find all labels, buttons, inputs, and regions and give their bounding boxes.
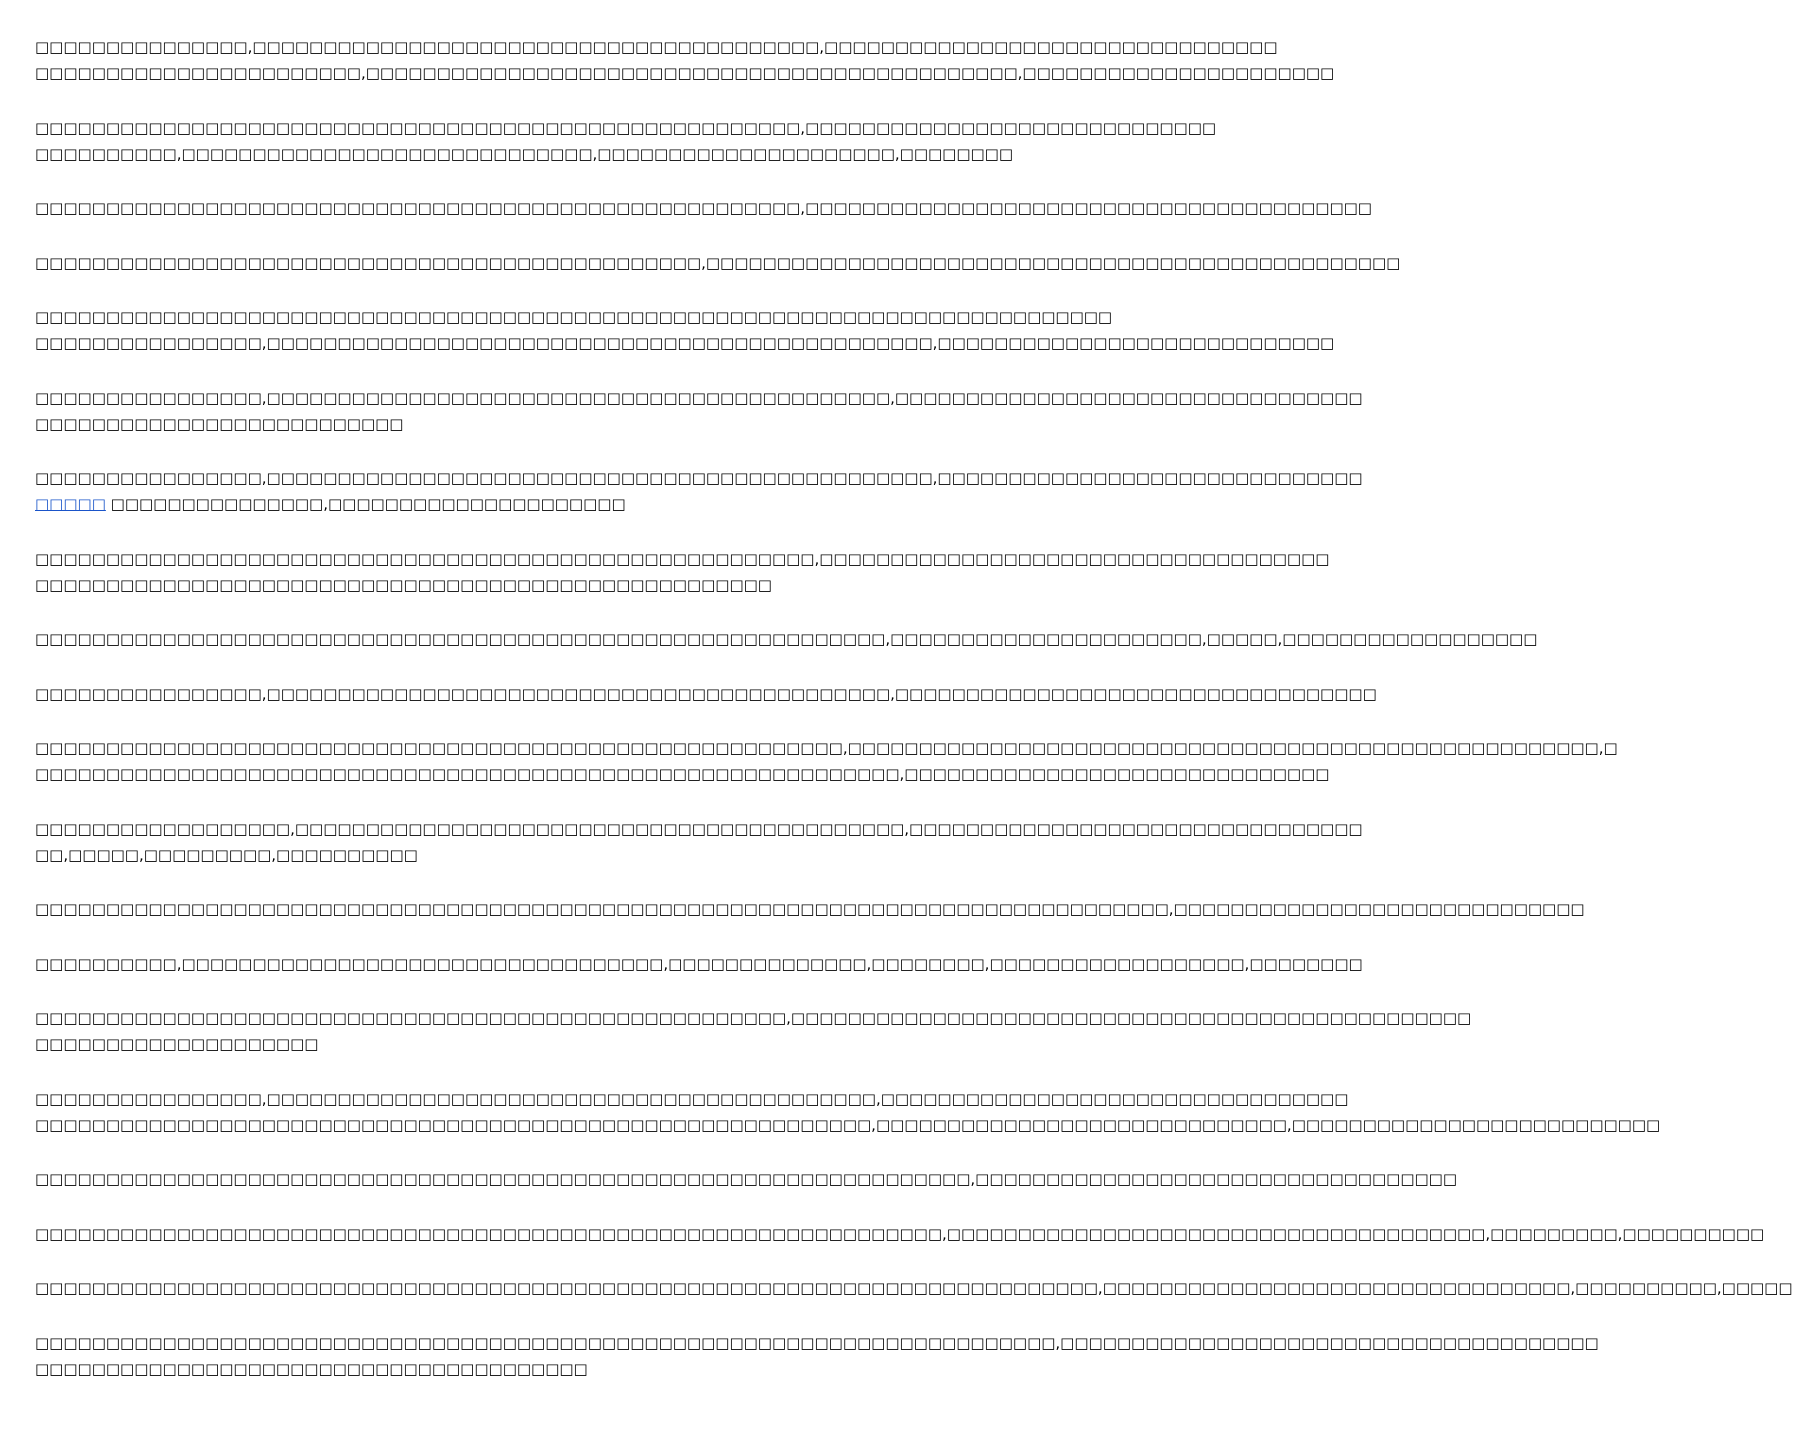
text-line: [35, 411, 990, 437]
line-text: □□□□□□□□□□□□□□□□□□□□□□□□□□□□□□□□□□□□□□□: [35, 1359, 588, 1378]
paragraph: [35, 1166, 1458, 1192]
line-text: □□□□□□□□□□□□□□□□□□□□□□□□□□□□□□□□□□□□□□□□□□□□□□□□□□□□□□□,□□□□□□□□□□□□□□□□□□□□□□□□□□□□□□□□□□□□: [35, 549, 1330, 568]
text-line: [35, 572, 990, 598]
paragraph: [35, 385, 1363, 437]
line-text: □□□□□□□□□□□□□□□□□□□□□□□□□□□□□□□□□□□□□□□□□□□□□□□□□□□□□□□□□□□□□□□□□□□□□□□□□□□,□□□□□□□□□□□□□□□□□□□□□□□□□□□□□□□□□,□□□□□□□□□□,□□□□□: [35, 1279, 1793, 1297]
line-text: □□□□□□□□□□□□□□□□□□□□□□□□□□□□□□□□□□□□□□□□□□□□□□□□□□□□□□□□□□□□□□□□□□□□□□□□,□□□□□□□□□□□□□□□□□□□□□□□□□□□□□□□□□□□□□□: [35, 1333, 1599, 1352]
paragraph: [35, 626, 1538, 652]
text-line: [35, 626, 1538, 652]
text-line: [35, 60, 1335, 86]
text-line: [35, 34, 1278, 60]
line-text: □□□□□□□□□□□□□□□□□□□□□□□□□□□□□□□□□□□□□□□□□□□□□□□□□□□□□□□□□□□□□,□□□□□□□□□□□□□□□□□□□□□□□□□□□□□□: [35, 765, 1330, 783]
text-line: [35, 491, 990, 517]
line-text: □□□□□□□□□□□□□□□□□□□□□□□□□□□□□□□□□□□□□□□□□□□□□□□□□□□□□□,□□□□□□□□□□□□□□□□□□□□□□□□□□□□□: [35, 118, 1217, 137]
line-text: □□□□□□□□□□□□□□□□,□□□□□□□□□□□□□□□□□□□□□□□□□□□□□□□□□□□□□□□□□□□□,□□□□□□□□□□□□□□□□□□□□□□□□□□□□□□□□□□: [35, 684, 1377, 703]
text-line: [35, 304, 1113, 330]
text-line: [35, 1031, 990, 1057]
text-line: [35, 465, 1363, 491]
line-text: □□□□□□□□□□□□□□□□□□□□□□□□□□□□□□□□□□□□□□□□□□□□□□□□□□□□□□□□□□□□□□□□□□□□□□□□□□□□: [35, 308, 1113, 326]
paragraph: [35, 1275, 1793, 1301]
paragraph: [35, 1086, 1661, 1138]
text-line: [35, 1356, 990, 1382]
line-text: □□□□□□□□□□□□□□□,□□□□□□□□□□□□□□□□□□□□□□□□□□□□□□□□□□□□□□□□,□□□□□□□□□□□□□□□□□□□□□□□□□□□□□□□□: [35, 38, 1278, 56]
paragraph: [35, 1330, 1599, 1382]
line-text: □□□□□□□□□□□□□□□□□□□□□□□□□□: [35, 414, 404, 433]
text-line: [35, 735, 1618, 761]
text-line: [35, 330, 1335, 356]
paragraph: [35, 195, 1372, 221]
line-text: □□,□□□□□,□□□□□□□□□,□□□□□□□□□□: [35, 845, 418, 864]
line-text: □□□□□□□□□□□□□□□□□□□□□□□□□□□□□□□□□□□□□□□□□□□□□□□□□□□□□□□□□□□□,□□□□□□□□□□□□□□□□□□□□□□,□□□□□,□□□□□□□□□□□□□□□□□□: [35, 630, 1538, 648]
line-text: □□□□□□□□□□□□□□□□□□□□□□□□□□□□□□□□□□□□□□□□□□□□□□□□□□□□□□,□□□□□□□□□□□□□□□□□□□□□□□□□□□□□□□□□□□□□□□□: [35, 199, 1372, 217]
line-text: □□□□□□□□□□□□□□□□□□□□□□□□□□□□□□□□□□□□□□□□□□□□□□□□□□□□□□□□□,□□□□□□□□□□□□□□□□□□□□□□□□□□□□□□□□□□□□□□□□□□□□□□□□□□□□□,□: [35, 739, 1618, 757]
line-text: □□□□□□□□□□□□□□□□□□□□□□□□□□□□□□□□□□□□□□□□□□□□□□□□□□□□□□□□□□□□□□□□,□□□□□□□□□□□□□□□□□□□□□□□□□□□□□□□□□□□□□□,□□□□□□□□□,□□□□□□□□□□: [35, 1224, 1765, 1243]
paragraph: [35, 1221, 1765, 1247]
line-text: □□□□□□□□□□□□□□□□□□□□□□□,□□□□□□□□□□□□□□□□□□□□□□□□□□□□□□□□□□□□□□□□□□□□□□,□□□□□□□□□□□□□□□□□□□□□□: [35, 64, 1335, 82]
text-line: [35, 951, 1363, 977]
text-line: [35, 195, 1372, 221]
line-text: □□□□□□□□□□□□□□□□□□□□□□□□□□□□□□□□□□□□□□□□□□□□□□□□□□□□□,□□□□□□□□□□□□□□□□□□□□□□□□□□□□□□□□□□□□□□□□□□□□□□□□: [35, 1009, 1472, 1027]
text-line: [35, 681, 1377, 707]
text-line: [35, 1166, 1458, 1192]
text-line: [35, 1330, 1599, 1356]
line-text: □□□□□□□□□□□□□□□□□□□□□□□□□□□□□□□□□□□□□□□□□□□□□□□□□□□□□□□□□□□,□□□□□□□□□□□□□□□□□□□□□□□□□□□□□,□□□□□□□□□□□□□□□□□□□□□□□□□□: [35, 1115, 1661, 1134]
text-line: [35, 1112, 1661, 1138]
line-text: □□□□□□□□□□□□□□□□□□□□□□□□□□□□□□□□□□□□□□□□□□□□□□□□□□□□: [35, 575, 772, 594]
paragraph: [35, 304, 1335, 356]
text-line: [35, 141, 1014, 167]
paragraph: [35, 34, 1335, 86]
paragraph: [35, 546, 1330, 598]
paragraph: [35, 115, 1217, 167]
text-line: [35, 115, 1217, 141]
inline-link[interactable]: □□□□□: [35, 495, 106, 513]
line-text: □□□□□□□□□□□□□□□,□□□□□□□□□□□□□□□□□□□□□: [105, 495, 626, 513]
paragraph: [35, 1005, 1472, 1057]
line-text: □□□□□□□□□□□□□□□□□□□□□□□□□□□□□□□□□□□□□□□□□□□□□□□,□□□□□□□□□□□□□□□□□□□□□□□□□□□□□□□□□□□□□□□□□□□□□□□□□: [35, 253, 1401, 272]
line-text: □□□□□□□□□□□□□□□□□□□□□□□□□□□□□□□□□□□□□□□□□□□□□□□□□□□□□□□□□□□□□□□□□□□□□□□□□□□□□□□□,□□□□□□□□□□□□□□□□□□□□□□□□□□□□□: [35, 900, 1585, 918]
text-line: [35, 385, 1363, 411]
document-body: [35, 34, 1793, 1410]
line-text: □□□□□□□□□□□□□□□□,□□□□□□□□□□□□□□□□□□□□□□□□□□□□□□□□□□□□□□□□□□□□,□□□□□□□□□□□□□□□□□□□□□□□□□□□□□□□□□: [35, 388, 1363, 407]
line-text: □□□□□□□□□□□□□□□□□□□□: [35, 1035, 319, 1053]
text-line: [35, 761, 1330, 787]
text-line: [35, 896, 1585, 922]
text-line: [35, 546, 1330, 572]
line-text: □□□□□□□□□□,□□□□□□□□□□□□□□□□□□□□□□□□□□□□□□□□□□,□□□□□□□□□□□□□□,□□□□□□□□,□□□□□□□□□□□□□□□□□□,□□□□□□□□: [35, 954, 1363, 973]
paragraph: [35, 816, 1363, 868]
line-text: □□□□□□□□□□□□□□□□,□□□□□□□□□□□□□□□□□□□□□□□□□□□□□□□□□□□□□□□□□□□,□□□□□□□□□□□□□□□□□□□□□□□□□□□□□□□□□: [35, 1089, 1349, 1108]
paragraph: [35, 250, 1401, 276]
line-text: □□□□□□□□□□,□□□□□□□□□□□□□□□□□□□□□□□□□□□□□,□□□□□□□□□□□□□□□□□□□□□,□□□□□□□□: [35, 144, 1014, 163]
line-text: □□□□□□□□□□□□□□□□,□□□□□□□□□□□□□□□□□□□□□□□□□□□□□□□□□□□□□□□□□□□□□□□,□□□□□□□□□□□□□□□□□□□□□□□□□□□□□□: [35, 469, 1363, 487]
line-text: □□□□□□□□□□□□□□□□□□□□□□□□□□□□□□□□□□□□□□□□□□□□□□□□□□□□□□□□□□□□□□□□□□,□□□□□□□□□□□□□□□□□□□□□□□□□□□□□□□□□□: [35, 1170, 1458, 1188]
text-line: [35, 1005, 1472, 1031]
paragraph: [35, 681, 1377, 707]
text-line: [35, 842, 990, 868]
paragraph: [35, 896, 1585, 922]
paragraph: [35, 951, 1363, 977]
line-text: □□□□□□□□□□□□□□□□□□,□□□□□□□□□□□□□□□□□□□□□□□□□□□□□□□□□□□□□□□□□□□,□□□□□□□□□□□□□□□□□□□□□□□□□□□□□□□□: [35, 819, 1363, 838]
text-line: [35, 1221, 1765, 1247]
paragraph: [35, 465, 1363, 517]
text-line: [35, 1275, 1793, 1301]
line-text: □□□□□□□□□□□□□□□□,□□□□□□□□□□□□□□□□□□□□□□□□□□□□□□□□□□□□□□□□□□□□□□□,□□□□□□□□□□□□□□□□□□□□□□□□□□□□: [35, 334, 1335, 352]
paragraph: [35, 735, 1618, 787]
text-line: [35, 816, 1363, 842]
text-line: [35, 250, 1401, 276]
text-line: [35, 1086, 1349, 1112]
